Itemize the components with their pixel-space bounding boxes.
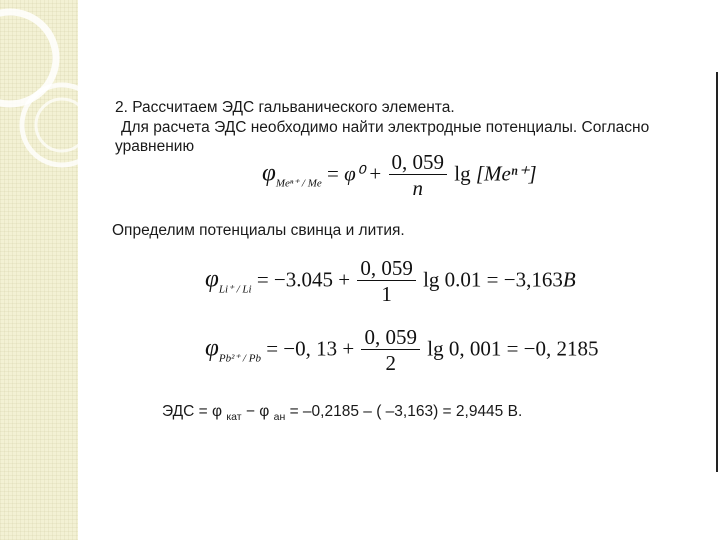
pb-numerator: 0, 059 — [361, 325, 420, 350]
nernst-denominator: n — [412, 176, 423, 200]
emf-part-a: ЭДС = φ — [162, 403, 227, 420]
li-lhs: = −3.045 + — [256, 267, 351, 292]
pb-denominator: 2 — [385, 351, 396, 375]
nernst-lg: lg — [454, 161, 471, 186]
li-fraction — [357, 256, 416, 307]
pb-lhs: = −0, 13 + — [266, 336, 355, 361]
lithium-equation — [205, 256, 576, 307]
define-potentials-text: Определим потенциалы свинца и лития. — [112, 222, 405, 239]
li-numerator: 0, 059 — [357, 256, 416, 281]
emf-result — [162, 402, 522, 427]
pb-fraction — [361, 325, 420, 376]
pb-phi: φ — [205, 334, 219, 362]
li-rhs: lg 0.01 = −3,163 — [423, 267, 563, 292]
li-subscript: Li⁺ / Li — [218, 283, 252, 296]
nernst-phi: φ — [262, 159, 276, 187]
li-unit: B — [562, 267, 576, 292]
li-phi: φ — [205, 265, 219, 293]
step-heading: 2. Рассчитаем ЭДС гальванического элемента. — [115, 99, 455, 116]
nernst-subscript: Meⁿ⁺ / Me — [275, 177, 322, 190]
lead-equation — [205, 325, 599, 376]
emf-cathode-sub: кат — [226, 411, 242, 423]
nernst-numerator: 0, 059 — [389, 150, 448, 175]
right-border-line — [716, 72, 718, 472]
intro-line-1: Для расчета ЭДС необходимо найти электродные потенциалы. Согласно — [121, 119, 650, 136]
intro-line-2: уравнению — [115, 138, 195, 155]
emf-anode-sub: ан — [273, 411, 286, 423]
emf-part-b: − φ — [241, 403, 274, 420]
emf-part-c: = –0,2185 – ( –3,163) = 2,9445 В. — [285, 403, 523, 420]
decorative-sidebar — [0, 0, 78, 540]
nernst-equation — [262, 150, 537, 201]
nernst-fraction — [389, 150, 448, 201]
nernst-bracket: [Meⁿ⁺] — [475, 161, 537, 186]
decorative-circles-graphic — [0, 0, 78, 540]
nernst-eq: = — [327, 161, 339, 186]
pb-subscript: Pb²⁺ / Pb — [218, 352, 261, 365]
nernst-plus: + — [369, 161, 382, 186]
pb-rhs: lg 0, 001 = −0, 2185 — [427, 336, 599, 361]
nernst-phi0: φ⁰ — [344, 161, 365, 186]
li-denominator: 1 — [381, 282, 392, 306]
